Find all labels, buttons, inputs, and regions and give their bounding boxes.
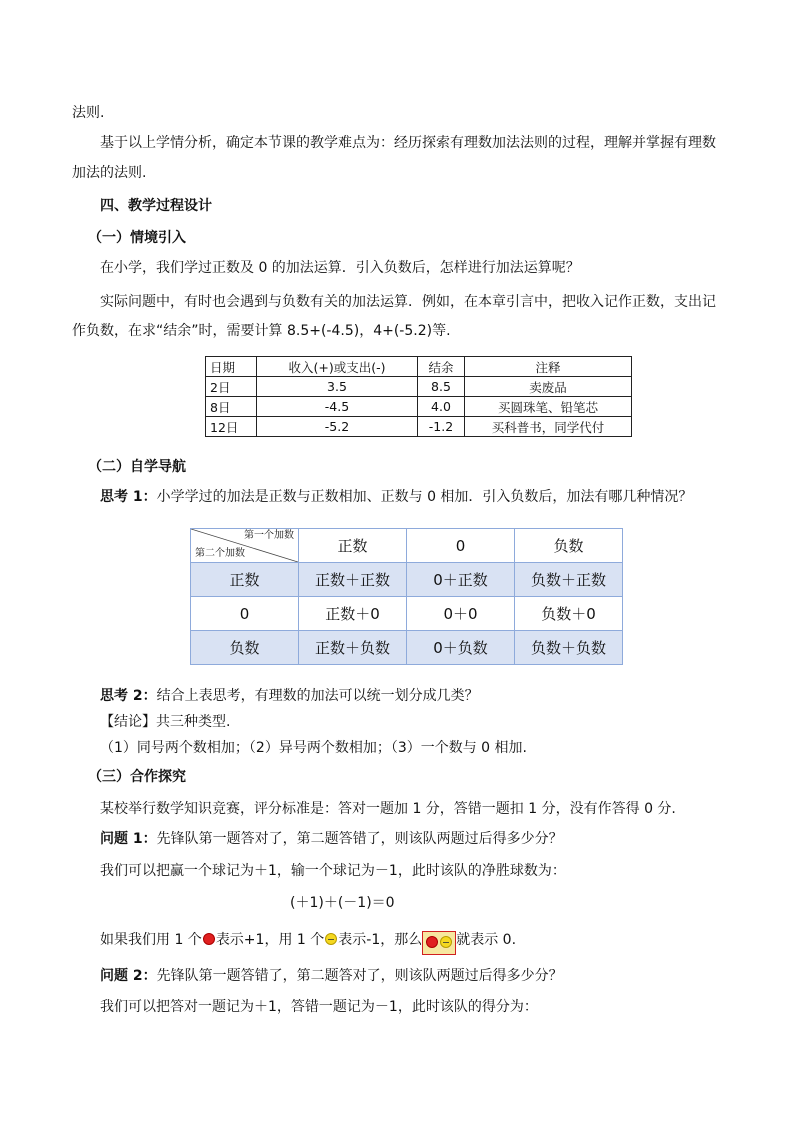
table-cell: 8日 — [206, 397, 257, 417]
think-2-label: 思考 2： — [100, 688, 157, 704]
section-heading: 四、教学过程设计 — [100, 198, 212, 214]
table-row — [191, 631, 623, 665]
paragraph-line: 作负数，在求“结余”时，需要计算 8.5+(-4.5)，4+(-5.2)等. — [72, 323, 451, 339]
text-fragment: 表示-1，那么 — [338, 932, 423, 948]
table-header-row — [206, 357, 632, 377]
addition-cases-table — [190, 528, 623, 665]
table-header-cell: 收入(+)或支出(-) — [257, 357, 418, 377]
question-1 — [100, 829, 563, 849]
table-cell: 买圆珠笔、铅笔芯 — [465, 397, 632, 417]
ball-representation — [100, 930, 516, 955]
text-fragment: 如果我们用 1 个 — [100, 932, 202, 948]
question-2 — [100, 966, 563, 986]
table-cell: 正数＋正数 — [299, 563, 407, 597]
table-cell: 负数＋0 — [515, 597, 623, 631]
red-ball-icon — [203, 933, 215, 945]
paragraph-line: 某校举行数学知识竞赛，评分标准是：答对一题加 1 分，答错一题扣 1 分，没有作答得 0 分. — [100, 801, 676, 817]
question-1-label: 问题 1： — [100, 831, 157, 847]
table-cell: 买科普书，同学代付 — [465, 417, 632, 437]
red-yellow-ball-pair-icon — [422, 931, 456, 955]
table-cell: 正数＋负数 — [299, 631, 407, 665]
corner-label-bottom: 第二个加数 — [195, 548, 245, 559]
table-header-cell: 注释 — [465, 357, 632, 377]
question-2-label: 问题 2： — [100, 968, 157, 984]
yellow-ball-icon — [325, 933, 337, 945]
table-cell: -5.2 — [257, 417, 418, 437]
paragraph-line: 我们可以把答对一题记为＋1，答错一题记为－1，此时该队的得分为： — [100, 999, 538, 1015]
paragraph-line: 我们可以把赢一个球记为＋1，输一个球记为－1，此时该队的净胜球数为： — [100, 863, 566, 879]
table-cell: -4.5 — [257, 397, 418, 417]
paragraph-line: 实际问题中，有时也会遇到与负数有关的加法运算．例如，在本章引言中，把收入记作正数，支出记 — [100, 294, 716, 310]
table-cell: 0＋负数 — [407, 631, 515, 665]
table-cell: 卖废品 — [465, 377, 632, 397]
conclusion: 【结论】共三种类型. — [100, 714, 231, 730]
think-1-label: 思考 1： — [100, 489, 157, 505]
table-header-row — [191, 529, 623, 563]
table-cell: 4.0 — [418, 397, 465, 417]
text-fragment: 表示+1，用 1 个 — [215, 932, 325, 948]
table-cell: 2日 — [206, 377, 257, 397]
table-row-label: 0 — [191, 597, 299, 631]
table-row-label: 负数 — [191, 631, 299, 665]
table-cell: -1.2 — [418, 417, 465, 437]
subsection-heading: （二）自学导航 — [88, 459, 186, 475]
paragraph-line: 加法的法则. — [72, 165, 147, 181]
question-1-text: 先锋队第一题答对了，第二题答错了，则该队两题过后得多少分？ — [156, 831, 563, 847]
paragraph-line: 法则. — [72, 105, 105, 121]
paragraph-line: 基于以上学情分析，确定本节课的教学难点为：经历探索有理数加法法则的过程，理解并掌握有理数 — [100, 135, 716, 151]
think-1-text: 小学学过的加法是正数与正数相加、正数与 0 相加．引入负数后，加法有哪几种情况？ — [156, 489, 693, 505]
think-2 — [100, 686, 479, 706]
yellow-ball-icon — [440, 936, 452, 948]
table-header-cell: 负数 — [515, 529, 623, 563]
table-cell: 3.5 — [257, 377, 418, 397]
addition-types: （1）同号两个数相加；（2）异号两个数相加；（3）一个数与 0 相加. — [100, 740, 527, 756]
table-cell: 8.5 — [418, 377, 465, 397]
income-expense-table — [205, 356, 632, 437]
table-row — [191, 563, 623, 597]
paragraph-line: 在小学，我们学过正数及 0 的加法运算．引入负数后，怎样进行加法运算呢？ — [100, 260, 580, 276]
table-cell: 负数＋负数 — [515, 631, 623, 665]
question-2-text: 先锋队第一题答错了，第二题答对了，则该队两题过后得多少分？ — [156, 968, 563, 984]
table-cell: 负数＋正数 — [515, 563, 623, 597]
red-ball-icon — [426, 936, 438, 948]
table-row — [206, 417, 632, 437]
table-cell: 12日 — [206, 417, 257, 437]
table-corner-cell — [191, 529, 299, 563]
subsection-heading: （一）情境引入 — [88, 230, 186, 246]
table-row-label: 正数 — [191, 563, 299, 597]
table-row — [206, 397, 632, 417]
corner-label-top: 第一个加数 — [244, 530, 294, 541]
text-fragment: 就表示 0. — [456, 932, 517, 948]
think-1 — [100, 487, 692, 507]
subsection-heading: （三）合作探究 — [88, 769, 186, 785]
table-cell: 0＋正数 — [407, 563, 515, 597]
table-row — [206, 377, 632, 397]
equation: (＋1)＋(－1)＝0 — [290, 895, 395, 911]
table-header-cell: 0 — [407, 529, 515, 563]
table-header-cell: 结余 — [418, 357, 465, 377]
table-row — [191, 597, 623, 631]
table-header-cell: 正数 — [299, 529, 407, 563]
table-cell: 正数＋0 — [299, 597, 407, 631]
table-cell: 0＋0 — [407, 597, 515, 631]
table-header-cell: 日期 — [206, 357, 257, 377]
think-2-text: 结合上表思考，有理数的加法可以统一划分成几类？ — [156, 688, 479, 704]
